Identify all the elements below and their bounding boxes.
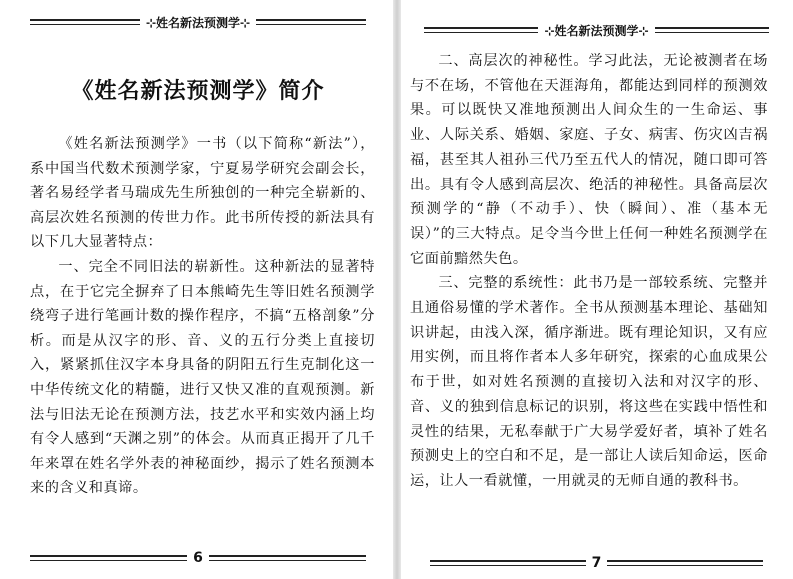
paragraph: 二、高层次的神秘性。学习此法，无论被测者在场与不在场，不管他在天涯海角，都能达到同样的预测效果。可以既快又准地预测出人间众生的一生命运、事业、人际关系、婚姻、家庭、子女、病害、伤灾凶吉祸福，甚至其人祖孙三代乃至五代人的情况，随口即可答出。具有令人感到高层次、绝活的神秘性。具备高层次预测学的“静（不动手）、快（瞬间）、准（基本无误）”的三大特点。足令当今世上任何一种姓名预测学在它面前黯然失色。: [410, 53, 768, 267]
header-rule-right: [655, 27, 769, 33]
page-footer: [0, 548, 396, 568]
paragraph: 一、完全不同旧法的崭新性。这种新法的显著特点，在于它完全摒弃了日本熊崎先生等旧姓名预测学绕弯子进行笔画计数的操作程序，不搞“五格剖象”分析。而是从汉字的形、音、义的五行分类上直接切入，紧紧抓住汉字本身具备的阴阳五行生克制化这一中华传统文化的精髓，进行又快又准的直观预测。新法与旧法无论在预测方法，技艺水平和实效内涵上均有令人感到“天渊之别”的体会。从而真正揭开了几千年来罩在姓名学外表的神秘面纱，揭示了姓名预测本来的含义和真谛。: [30, 258, 375, 497]
paragraph: 《姓名新法预测学》一书（以下简称“新法”），系中国当代数术预测学家，宁夏易学研究会副会长，著名易经学者马瑞成先生所独创的一种完全崭新的、高层次姓名预测的传世力作。此书所传授的新法具有以下几大显著特点：: [30, 136, 375, 251]
page-footer: [400, 553, 793, 573]
paragraph: 三、完整的系统性：此书乃是一部较系统、完整并且通俗易懂的学术著作。全书从预测基本理论、基础知识讲起，由浅入深，循序渐进。既有理论知识，又有应用实例，而且将作者本人多年研究，探索的心血成果公布于世，如对姓名预测的直接切入法和对汉字的形、音、义的独到信息标记的识别，将这些在实践中悟性和灵性的结果，无私奉献于广大易学爱好者，填补了姓名预测史上的空白和不足，是一部让人读后知命运，医命运，让人一看就懂，一用就灵的无师自通的教科书。: [410, 275, 768, 489]
footer-rule-left: [430, 560, 586, 566]
running-header: [0, 12, 396, 32]
right-page: [400, 0, 793, 579]
running-header: [400, 20, 793, 40]
header-rule-left: [424, 27, 538, 33]
footer-rule-right: [607, 560, 763, 566]
header-title: ⊹姓名新法预测学⊹: [544, 23, 649, 38]
header-rule-right: [256, 19, 366, 25]
page-title: 《姓名新法预测学》简介: [71, 78, 325, 104]
left-page: [0, 0, 396, 579]
footer-rule-left: [30, 555, 187, 561]
header-rule-left: [30, 19, 140, 25]
page-number: 7: [591, 555, 602, 571]
footer-rule-right: [209, 555, 366, 561]
header-title: ⊹姓名新法预测学⊹: [145, 15, 251, 30]
page-number: 6: [193, 550, 203, 566]
body-text: [410, 49, 768, 494]
body-text: [30, 132, 375, 501]
